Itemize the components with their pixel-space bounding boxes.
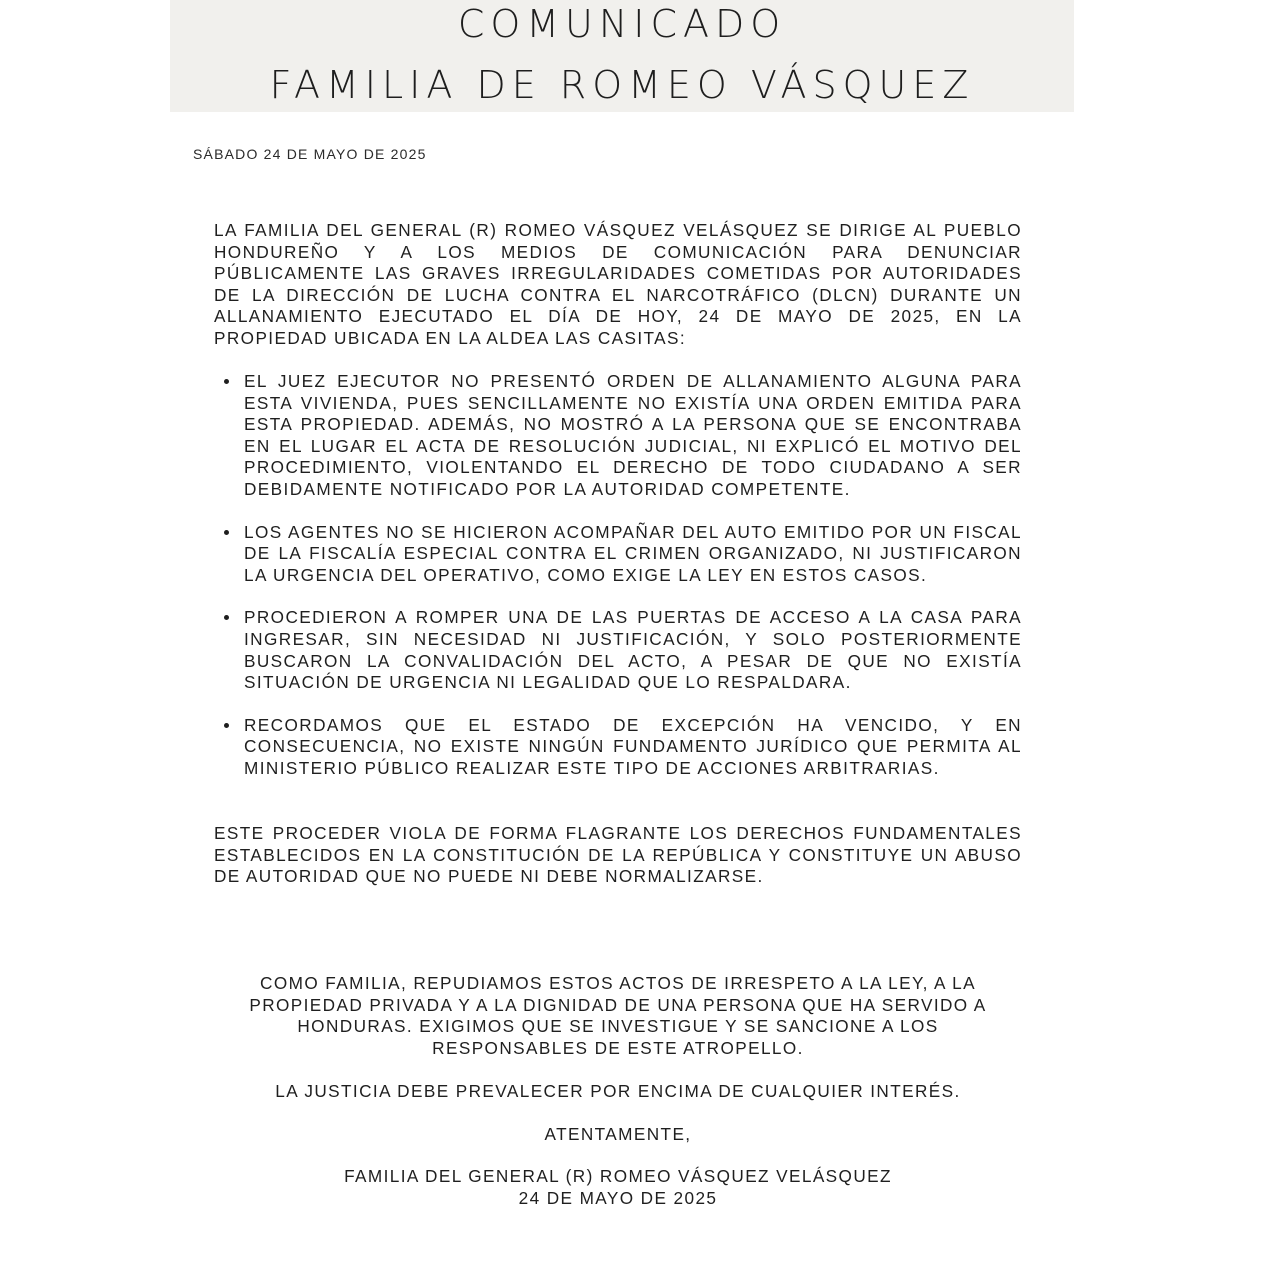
list-item-text: RECORDAMOS QUE EL ESTADO DE EXCEPCIÓN HA VENCIDO, Y EN CONSECUENCIA, NO EXISTE NINGÚN FUNDAMENTO JURÍDICO QUE PERMITA AL MINISTERIO PÚBLICO REALIZAR ESTE TIPO DE ACCIONES ARBITRARIAS. xyxy=(244,714,1022,778)
bullet-icon xyxy=(224,530,229,535)
document-date: SÁBADO 24 DE MAYO DE 2025 xyxy=(193,146,427,162)
bullet-icon xyxy=(224,379,229,384)
list-item xyxy=(214,522,1022,587)
bullet-icon xyxy=(224,615,229,620)
bullet-icon xyxy=(224,723,229,728)
justicia-line: LA JUSTICIA DEBE PREVALECER POR ENCIMA DE CUALQUIER INTERÉS. xyxy=(275,1081,961,1101)
closing-paragraph: ESTE PROCEDER VIOLA DE FORMA FLAGRANTE LOS DERECHOS FUNDAMENTALES ESTABLECIDOS EN LA CONSTITUCIÓN DE LA REPÚBLICA Y CONSTITUYE UN ABUSO DE AUTORIDAD QUE NO PUEDE NI DEBE NORMALIZARSE. xyxy=(214,823,1022,887)
list-item xyxy=(214,715,1022,780)
list-item-text: EL JUEZ EJECUTOR NO PRESENTÓ ORDEN DE ALLANAMIENTO ALGUNA PARA ESTA VIVIENDA, PUES SENCILLAMENTE NO EXISTÍA UNA ORDEN EMITIDA PARA ESTA PROPIEDAD. ADEMÁS, NO MOSTRÓ A LA PERSONA QUE SE ENCONTRABA EN EL LUGAR EL ACTA DE RESOLUCIÓN JUDICIAL, NI EXPLICÓ EL MOTIVO DEL PROCEDIMIENTO, VIOLENTANDO EL DERECHO DE TODO CIUDADANO A SER DEBIDAMENTE NOTIFICADO POR LA AUTORIDAD COMPETENTE. xyxy=(244,371,1022,499)
list-item-text: LOS AGENTES NO SE HICIERON ACOMPAÑAR DEL AUTO EMITIDO POR UN FISCAL DE LA FISCALÍA ESPECIAL CONTRA EL CRIMEN ORGANIZADO, NI JUSTIFICARON LA URGENCIA DEL OPERATIVO, COMO EXIGE LA LEY EN ESTOS CASOS. xyxy=(244,521,1022,585)
title-familia: FAMILIA DE ROMEO VÁSQUEZ xyxy=(269,63,975,107)
repudio-paragraph: COMO FAMILIA, REPUDIAMOS ESTOS ACTOS DE IRRESPETO A LA LEY, A LA PROPIEDAD PRIVADA Y A LA DIGNIDAD DE UNA PERSONA QUE HA SERVIDO A HONDURAS. EXIGIMOS QUE SE INVESTIGUE Y SE SANCIONE A LOS RESPONSABLES DE ESTE ATROPELLO. xyxy=(249,973,987,1058)
list-item xyxy=(214,371,1022,501)
sign-off-greeting: ATENTAMENTE, xyxy=(544,1124,692,1144)
signature-date: 24 DE MAYO DE 2025 xyxy=(518,1188,718,1208)
intro-paragraph: LA FAMILIA DEL GENERAL (R) ROMEO VÁSQUEZ VELÁSQUEZ SE DIRIGE AL PUEBLO HONDUREÑO Y A LOS MEDIOS DE COMUNICACIÓN PARA DENUNCIAR PÚBLICAMENTE LAS GRAVES IRREGULARIDADES COMETIDAS POR AUTORIDADES DE LA DIRECCIÓN DE LUCHA CONTRA EL NARCOTRÁFICO (DLCN) DURANTE UN ALLANAMIENTO EJECUTADO EL DÍA DE HOY, 24 DE MAYO DE 2025, EN LA PROPIEDAD UBICADA EN LA ALDEA LAS CASITAS: xyxy=(214,220,1022,348)
header-band xyxy=(170,0,1074,112)
irregularities-list xyxy=(214,371,1022,780)
list-item-text: PROCEDIERON A ROMPER UNA DE LAS PUERTAS DE ACCESO A LA CASA PARA INGRESAR, SIN NECESIDAD NI JUSTIFICACIÓN, Y SOLO POSTERIORMENTE BUSCARON LA CONVALIDACIÓN DEL ACTO, A PESAR DE QUE NO EXISTÍA SITUACIÓN DE URGENCIA NI LEGALIDAD QUE LO RESPALDARA. xyxy=(244,607,1022,693)
signature: FAMILIA DEL GENERAL (R) ROMEO VÁSQUEZ VELÁSQUEZ xyxy=(344,1166,892,1186)
list-item xyxy=(214,607,1022,693)
title-comunicado: COMUNICADO xyxy=(457,2,787,46)
